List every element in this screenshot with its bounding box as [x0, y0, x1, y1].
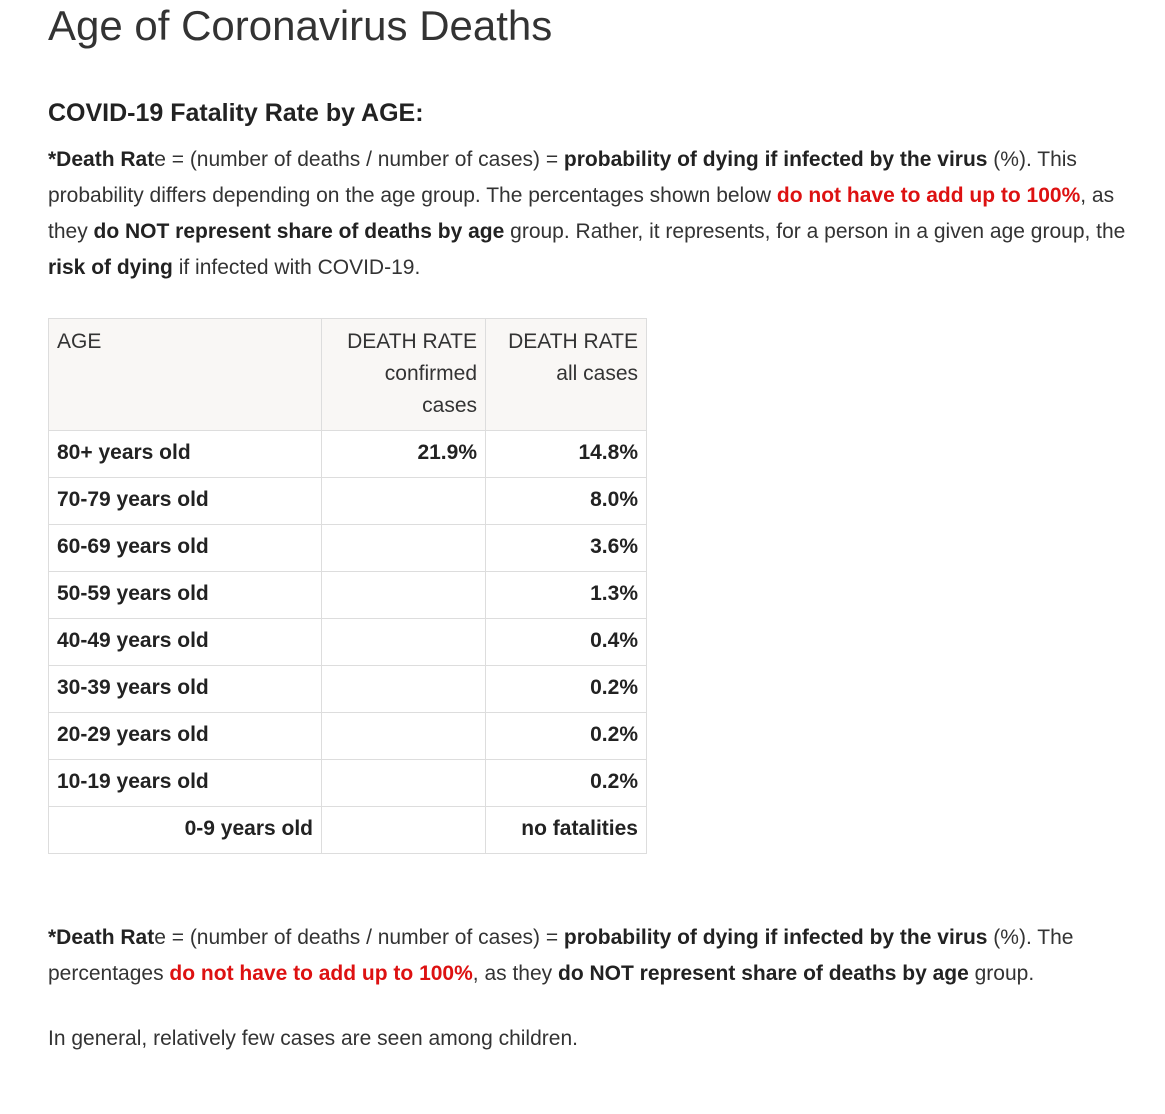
- row-age: 80+ years old: [49, 431, 322, 478]
- footnote-text-2: (%). The percentages: [48, 926, 1074, 985]
- header-death-rate-all: DEATH RATE all cases: [486, 319, 647, 431]
- intro-text-5: if infected with COVID-19.: [172, 256, 421, 279]
- footnote-text-3: , as they: [472, 962, 558, 985]
- row-confirmed-rate: [322, 807, 486, 854]
- intro-red-note: do not have to add up to 100%: [776, 184, 1081, 207]
- footnote-red-note: do not have to add up to 100%: [169, 962, 473, 985]
- row-age: 0-9 years old: [49, 807, 322, 854]
- intro-text-3: , as they: [48, 184, 1115, 243]
- row-all-rate: 14.8%: [486, 431, 647, 478]
- header-death-rate-confirmed: DEATH RATE confirmed cases: [322, 319, 486, 431]
- row-confirmed-rate: [322, 572, 486, 619]
- row-all-rate: 0.4%: [486, 619, 647, 666]
- table-row: [49, 807, 647, 854]
- table-row: [49, 666, 647, 713]
- row-all-rate: 0.2%: [486, 666, 647, 713]
- section-heading: COVID-19 Fatality Rate by AGE:: [48, 99, 424, 127]
- footnote-text-1: e = (number of deaths / number of cases) =: [154, 926, 564, 949]
- page-title: Age of Coronavirus Deaths: [48, 2, 553, 49]
- header-age: AGE: [49, 319, 322, 431]
- row-age: 50-59 years old: [49, 572, 322, 619]
- intro-bold-share: do NOT represent share of deaths by age: [93, 220, 505, 243]
- intro-text-2: (%). This probability differs depending on the age group. The percentages shown below: [48, 148, 1077, 207]
- table-row: [49, 525, 647, 572]
- children-note: In general, relatively few cases are seen among children.: [48, 1027, 578, 1050]
- intro-bold-risk: risk of dying: [48, 256, 173, 279]
- footnote-death-rate-label: *Death Rat: [48, 926, 155, 949]
- intro-text-4: group. Rather, it represents, for a person in a given age group, the: [504, 220, 1126, 243]
- row-age: 40-49 years old: [49, 619, 322, 666]
- row-confirmed-rate: [322, 525, 486, 572]
- row-all-rate: 3.6%: [486, 525, 647, 572]
- table-row: [49, 619, 647, 666]
- row-age: 10-19 years old: [49, 760, 322, 807]
- table-row: [49, 431, 647, 478]
- intro-paragraph: [48, 142, 1128, 286]
- row-all-rate: 1.3%: [486, 572, 647, 619]
- row-all-rate: 0.2%: [486, 760, 647, 807]
- row-all-rate: 8.0%: [486, 478, 647, 525]
- row-age: 20-29 years old: [49, 713, 322, 760]
- table-row: [49, 478, 647, 525]
- row-confirmed-rate: 21.9%: [322, 431, 486, 478]
- intro-death-rate-label: *Death Rat: [48, 148, 155, 171]
- footnote-paragraph: [48, 920, 1128, 992]
- row-all-rate: 0.2%: [486, 713, 647, 760]
- table-row: [49, 572, 647, 619]
- footnote-bold-share: do NOT represent share of deaths by age: [558, 962, 969, 985]
- row-confirmed-rate: [322, 666, 486, 713]
- row-age: 60-69 years old: [49, 525, 322, 572]
- row-confirmed-rate: [322, 619, 486, 666]
- footnote-bold-probability: probability of dying if infected by the virus: [563, 926, 988, 949]
- row-age: 70-79 years old: [49, 478, 322, 525]
- row-age: 30-39 years old: [49, 666, 322, 713]
- row-confirmed-rate: [322, 713, 486, 760]
- table-header-row: [49, 319, 647, 431]
- table-row: [49, 713, 647, 760]
- intro-bold-probability: probability of dying if infected by the virus: [563, 148, 988, 171]
- article: [48, 0, 1128, 1057]
- footnote-text-4: group.: [968, 962, 1035, 985]
- row-confirmed-rate: [322, 478, 486, 525]
- row-all-rate: no fatalities: [486, 807, 647, 854]
- intro-text-1: e = (number of deaths / number of cases) =: [154, 148, 564, 171]
- fatality-rate-table: [48, 318, 647, 854]
- row-confirmed-rate: [322, 760, 486, 807]
- table-row: [49, 760, 647, 807]
